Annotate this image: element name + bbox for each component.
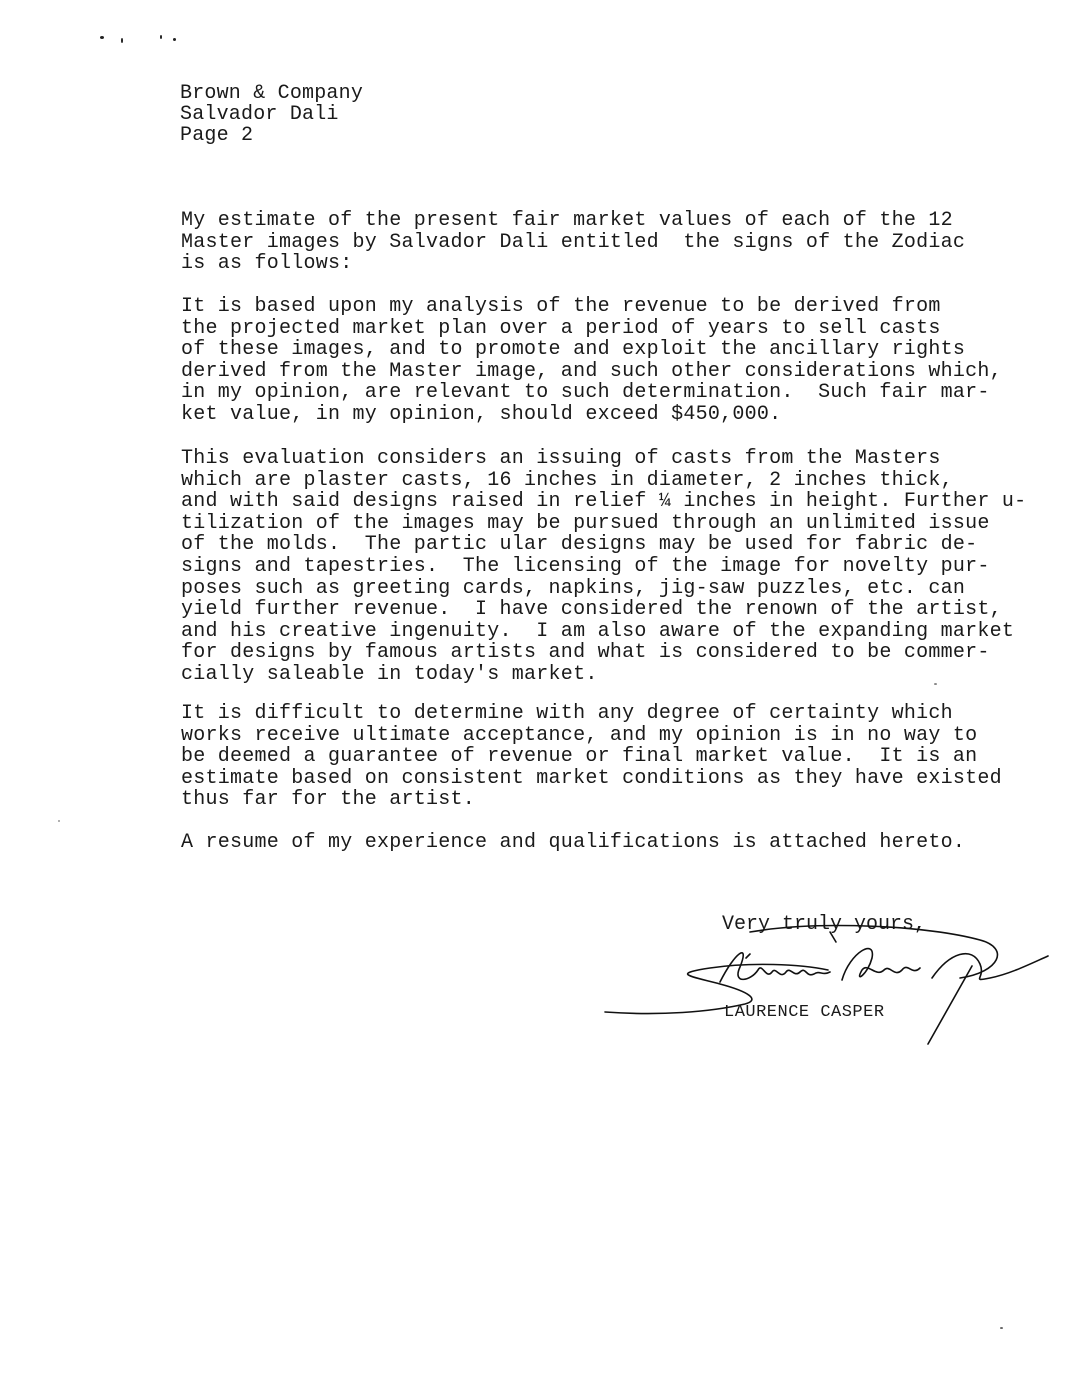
paragraph-line: which are plaster casts, 16 inches in diameter, 2 inches thick, — [181, 468, 953, 492]
paragraph-line: be deemed a guarantee of revenue or final market value. It is an — [181, 745, 978, 769]
paragraph-line: estimate based on consistent market conditions as they have existed — [181, 766, 1002, 790]
paragraph-line: is as follows: — [181, 252, 353, 276]
paragraph-line: works receive ultimate acceptance, and my opinion is in no way to — [181, 723, 978, 747]
paragraph-line: in my opinion, are relevant to such determination. Such fair mar- — [181, 381, 990, 405]
closing-salutation: Very truly yours, — [722, 913, 927, 936]
header-page-number: Page 2 — [180, 124, 254, 147]
paragraph-line: poses such as greeting cards, napkins, jig-saw puzzles, etc. can — [181, 576, 966, 600]
paragraph-line: derived from the Master image, and such other considerations which, — [181, 359, 1002, 383]
header-recipient: Brown & Company — [180, 82, 364, 105]
paragraph-line: and with said designs raised in relief ¼ inches in height. Further u- — [181, 490, 1027, 514]
header-subject: Salvador Dali — [180, 103, 339, 126]
handwritten-signature — [600, 912, 1050, 1052]
paragraph-line: signs and tapestries. The licensing of the image for novelty pur- — [181, 554, 990, 578]
paragraph-line: for designs by famous artists and what is considered to be commer- — [181, 641, 990, 665]
scan-speck — [100, 36, 104, 39]
paragraph-line: A resume of my experience and qualifications is attached hereto. — [181, 831, 966, 854]
scan-speck — [58, 820, 60, 822]
paragraph-line: tilization of the images may be pursued through an unlimited issue — [181, 511, 990, 535]
scan-speck — [934, 683, 937, 685]
paragraph-uncertainty — [181, 703, 1002, 811]
paragraph-line: of these images, and to promote and exploit the ancillary rights — [181, 338, 966, 362]
paragraph-line: yield further revenue. I have considered the renown of the artist, — [181, 598, 1002, 622]
paragraph-analysis — [181, 296, 1002, 426]
scan-speck — [121, 38, 123, 43]
scan-speck — [1000, 1327, 1003, 1329]
paragraph-line: Master images by Salvador Dali entitled the signs of the Zodiac — [181, 230, 966, 254]
scan-speck — [173, 38, 176, 41]
paragraph-line: the projected market plan over a period of years to sell casts — [181, 316, 941, 340]
scan-speck — [160, 35, 162, 39]
paragraph-line: This evaluation considers an issuing of casts from the Masters — [181, 447, 941, 470]
paragraph-line: thus far for the artist. — [181, 788, 476, 812]
paragraph-line: My estimate of the present fair market values of each of the 12 — [181, 209, 953, 232]
paragraph-line: It is based upon my analysis of the revenue to be derived from — [181, 295, 941, 318]
paragraph-line: ket value, in my opinion, should exceed $450,000. — [181, 402, 782, 426]
paragraph-line: of the molds. The partic ular designs may be used for fabric de- — [181, 533, 978, 557]
signer-name: LAURENCE CASPER — [724, 1003, 885, 1022]
paragraph-line: cially saleable in today's market. — [181, 662, 598, 686]
paragraph-estimate-intro — [181, 210, 965, 275]
paragraph-line: and his creative ingenuity. I am also aware of the expanding market — [181, 619, 1015, 643]
paragraph-resume — [181, 832, 965, 854]
letter-header — [180, 83, 363, 146]
paragraph-line: It is difficult to determine with any degree of certainty which — [181, 702, 953, 725]
paragraph-evaluation — [181, 448, 1026, 686]
